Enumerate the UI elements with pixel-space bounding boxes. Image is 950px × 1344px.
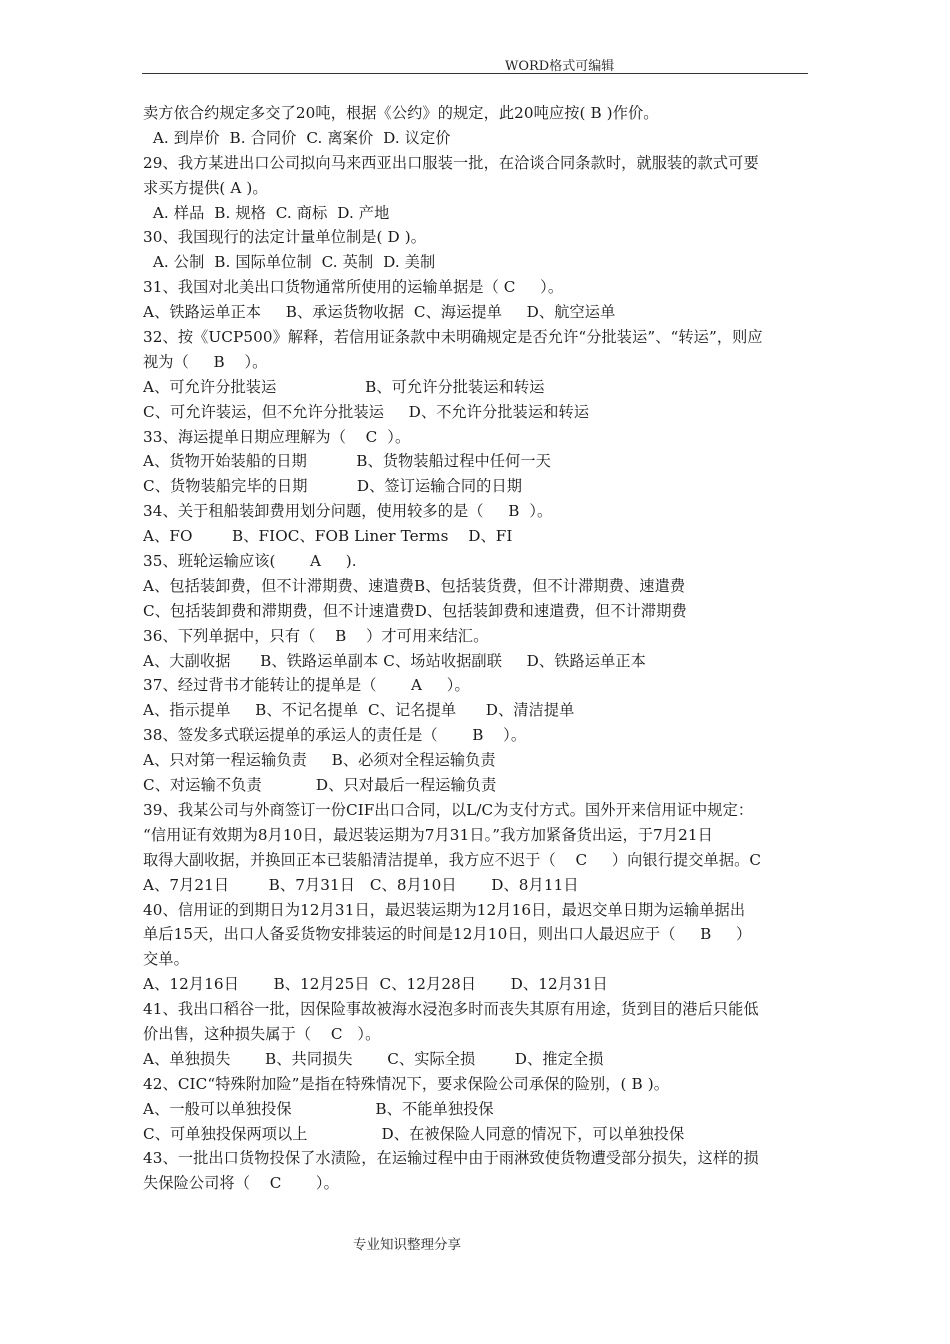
text-line: 单后15天，出口人备妥货物安排装运的时间是12月10日，则出口人最迟应于（ B ） (143, 925, 752, 944)
text-line: 41、我出口稻谷一批，因保险事故被海水浸泡多时而丧失其原有用途，货到目的港后只能低 (143, 1000, 759, 1019)
text-line: 37、经过背书才能转让的提单是（ A ）。 (143, 676, 470, 695)
text-line: A、FO B、FIOC、FOB Liner Terms D、FI (143, 527, 513, 546)
text-line: C、可允许装运，但不允许分批装运 D、不允许分批装运和转运 (143, 402, 590, 421)
text-line: “信用证有效期为8月10日，最迟装运期为7月31日。”我方加紧备货出运，于7月21日 (143, 825, 713, 844)
text-line: 视为（ B ）。 (143, 352, 268, 371)
text-line: A. 到岸价 B. 合同价 C. 离案价 D. 议定价 (143, 128, 451, 147)
page-footer-text: 专业知识整理分享 (353, 1237, 461, 1253)
text-line: A、包括装卸费，但不计滞期费、速遣费B、包括装货费，但不计滞期费、速遣费 (143, 576, 686, 595)
text-line: 39、我某公司与外商签订一份CIF出口合同，以L/C为支付方式。国外开来信用证中规定： (143, 800, 754, 819)
text-line: 43、一批出口货物投保了水渍险，在运输过程中由于雨淋致使货物遭受部分损失，这样的损 (143, 1149, 759, 1168)
text-line: 33、海运提单日期应理解为（ C ）。 (143, 427, 411, 446)
text-line: C、对运输不负责 D、只对最后一程运输负责 (143, 776, 497, 795)
text-line: A、7月21日 B、7月31日 C、8月10日 D、8月11日 (143, 875, 579, 894)
document-body (143, 101, 809, 1196)
text-line: C、货物装船完毕的日期 D、签订运输合同的日期 (143, 477, 523, 496)
text-line: 34、关于租船装卸费用划分问题，使用较多的是（ B ）。 (143, 502, 553, 521)
text-line: 价出售，这种损失属于（ C ）。 (143, 1024, 381, 1043)
text-line: A. 公制 B. 国际单位制 C. 英制 D. 美制 (143, 253, 436, 272)
text-line: 失保险公司将（ C ）。 (143, 1174, 339, 1193)
text-line: A、货物开始装船的日期 B、货物装船过程中任何一天 (143, 452, 551, 471)
text-line: 取得大副收据，并换回正本已装船清洁提单，我方应不迟于（ C ）向银行提交单据。C (143, 850, 762, 869)
text-line: C、可单独投保两项以上 D、在被保险人同意的情况下，可以单独投保 (143, 1124, 685, 1143)
text-line: A. 样品 B. 规格 C. 商标 D. 产地 (143, 203, 390, 222)
text-line: 30、我国现行的法定计量单位制是( D )。 (143, 228, 427, 247)
text-line: A、只对第一程运输负责 B、必须对全程运输负责 (143, 751, 496, 770)
text-line: A、铁路运单正本 B、承运货物收据 C、海运提单 D、航空运单 (143, 303, 616, 322)
text-line: 38、签发多式联运提单的承运人的责任是（ B ）。 (143, 726, 527, 745)
text-line: A、大副收据 B、铁路运单副本 C、场站收据副联 D、铁路运单正本 (143, 651, 646, 670)
text-line: 交单。 (143, 950, 189, 969)
text-line: 29、我方某进出口公司拟向马来西亚出口服装一批，在洽谈合同条款时，就服装的款式可要 (143, 153, 759, 172)
page-header-title: WORD格式可编辑 (505, 59, 615, 74)
text-line: A、单独损失 B、共同损失 C、实际全损 D、推定全损 (143, 1049, 604, 1068)
text-line: 32、按《UCP500》解释，若信用证条款中未明确规定是否允许“分批装运”、“转运”，则应 (143, 328, 763, 347)
text-line: C、包括装卸费和滞期费，但不计速遣费D、包括装卸费和速遣费，但不计滞期费 (143, 601, 687, 620)
text-line: 42、CIC“特殊附加险”是指在特殊情况下，要求保险公司承保的险别，( B )。 (143, 1074, 670, 1093)
text-line: A、指示提单 B、不记名提单 C、记名提单 D、清洁提单 (143, 701, 575, 720)
text-line: 求买方提供( A )。 (143, 178, 268, 197)
text-line: 40、信用证的到期日为12月31日，最迟装运期为12月16日，最迟交单日期为运输单据出 (143, 900, 746, 919)
text-line: 卖方依合约规定多交了20吨，根据《公约》的规定，此20吨应按( B )作价。 (143, 104, 659, 122)
text-line: 36、下列单据中，只有（ B ）才可用来结汇。 (143, 626, 489, 645)
text-line: A、可允许分批装运 B、可允许分批装运和转运 (143, 377, 545, 396)
text-line: A、12月16日 B、12月25日 C、12月28日 D、12月31日 (143, 975, 608, 994)
header-divider (142, 73, 808, 74)
text-line: 31、我国对北美出口货物通常所使用的运输单据是（ C ）。 (143, 278, 564, 297)
text-line: A、一般可以单独投保 B、不能单独投保 (143, 1099, 494, 1118)
text-line: 35、班轮运输应该( A ). (143, 552, 357, 571)
